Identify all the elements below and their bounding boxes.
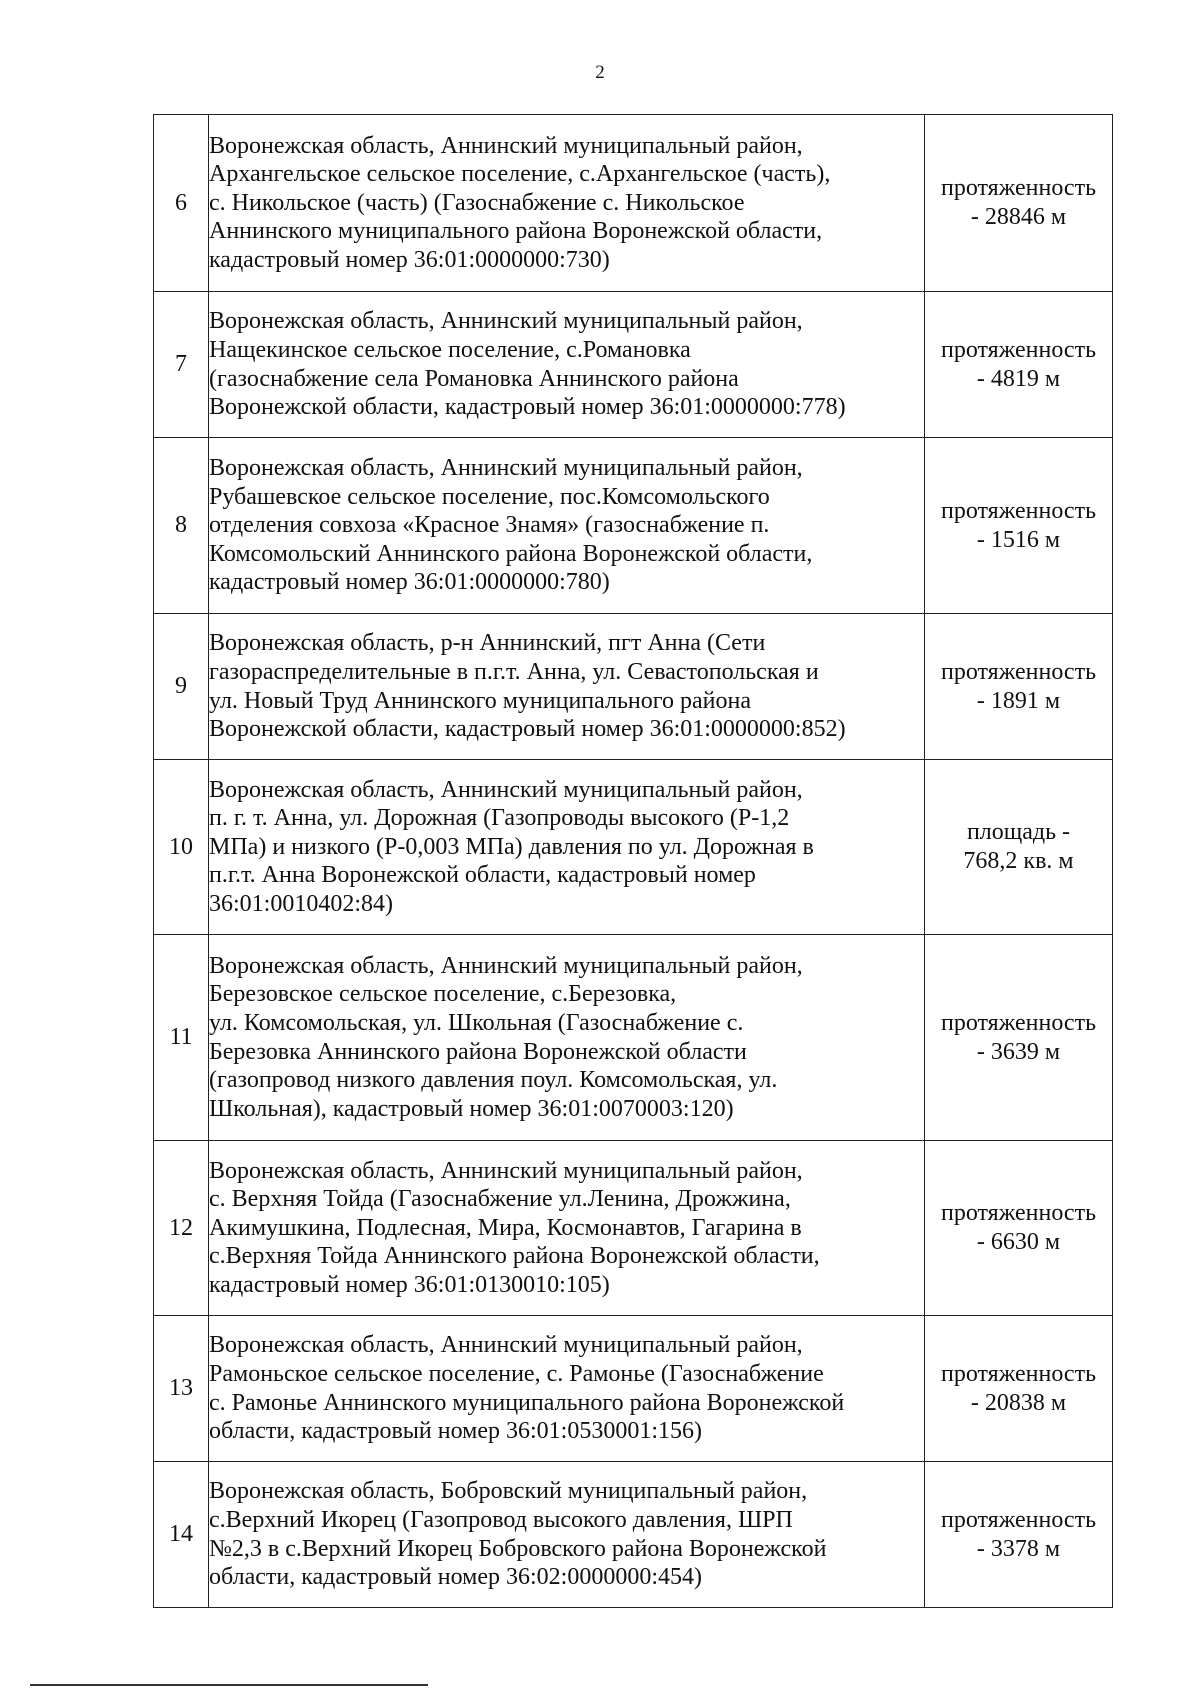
description-line: с.Верхний Икорец (Газопровод высокого давления, ШРП [209,1506,793,1533]
description-line: Школьная), кадастровый номер 36:01:0070003:120) [209,1095,734,1122]
object-measure [925,1316,1113,1462]
description-line: с. Рамонье Аннинского муниципального района Воронежской [209,1389,845,1416]
measure-value: - 20838 м [970,1389,1067,1416]
object-description [209,115,925,292]
description-line: Воронежская область, Аннинский муниципальный район, [209,1332,803,1359]
description-line: Воронежской области, кадастровый номер 36:01:0000000:778) [209,394,846,421]
description-line: Рубашевское сельское поселение, пос.Комсомольского [209,483,770,510]
measure-value: - 6630 м [976,1229,1061,1255]
table-row [154,935,1113,1141]
description-line: Воронежская область, р-н Аннинский, пгт Анна (Сети [209,630,766,657]
description-line: Воронежская область, Аннинский муниципальный район, [209,455,803,482]
description-line: области, кадастровый номер 36:01:0530001:156) [209,1418,702,1445]
object-description [209,760,925,935]
description-line: отделения совхоза «Красное Знамя» (газоснабжение п. [209,512,770,539]
table-row [154,292,1113,438]
description-line: Акимушкина, Подлесная, Мира, Космонавтов, Гагарина в [209,1214,802,1241]
row-number: 6 [154,115,209,292]
description-line: Воронежская область, Аннинский муниципальный район, [209,132,803,159]
measure-label: протяженность [940,1200,1097,1227]
row-number: 14 [154,1462,209,1608]
description-line: Комсомольский Аннинского района Воронежской области, [209,540,813,567]
object-description [209,935,925,1141]
description-line: Аннинского муниципального района Воронежской области, [209,218,823,245]
description-line: кадастровый номер 36:01:0000000:730) [209,246,610,273]
row-number: 13 [154,1316,209,1462]
description-line: с. Верхняя Тойда (Газоснабжение ул.Ленина, Дрожжина, [209,1186,791,1213]
object-measure [925,115,1113,292]
description-line: Воронежской области, кадастровый номер 36:01:0000000:852) [209,716,846,743]
table-row [154,115,1113,292]
description-line: Воронежская область, Бобровский муниципальный район, [209,1478,808,1505]
row-number: 11 [154,935,209,1141]
description-line: ул. Новый Труд Аннинского муниципального района [209,687,752,714]
bottom-divider-line [30,1684,428,1686]
object-description [209,1141,925,1316]
row-number: 12 [154,1141,209,1316]
measure-value: 768,2 кв. м [963,848,1074,874]
measure-value: - 4819 м [976,365,1061,392]
description-line: кадастровый номер 36:01:0130010:105) [209,1271,610,1298]
description-line: 36:01:0010402:84) [209,890,393,917]
description-line: Воронежская область, Аннинский муниципальный район, [209,952,803,979]
description-line: №2,3 в с.Верхний Икорец Бобровского района Воронежской [209,1535,827,1562]
description-line: (газоснабжение села Романовка Аннинского района [209,365,739,392]
objects-table-body [154,115,1113,1608]
object-measure [925,1462,1113,1608]
row-number: 10 [154,760,209,935]
object-description [209,292,925,438]
description-line: области, кадастровый номер 36:02:0000000:454) [209,1564,702,1591]
table-row [154,1462,1113,1608]
description-line: Рамоньское сельское поселение, с. Рамонье (Газоснабжение [209,1360,824,1387]
measure-label: протяженность [940,175,1097,202]
description-line: Нащекинское сельское поселение, с.Романовка [209,336,691,363]
measure-value: - 3378 м [976,1535,1061,1562]
description-line: с. Никольское (часть) (Газоснабжение с. Никольское [209,189,745,216]
table-row [154,760,1113,935]
table-row [154,614,1113,760]
table-row [154,1316,1113,1462]
measure-label: протяженность [940,1009,1097,1036]
objects-table [153,114,1113,1608]
page-number: 2 [595,62,605,83]
row-number: 9 [154,614,209,760]
measure-value: - 1516 м [976,526,1061,553]
object-description [209,1316,925,1462]
object-description [209,614,925,760]
measure-label: протяженность [940,1506,1097,1533]
object-measure [925,438,1113,614]
description-line: (газопровод низкого давления поул. Комсомольская, ул. [209,1067,778,1094]
description-line: п. г. т. Анна, ул. Дорожная (Газопроводы высокого (Р-1,2 [209,805,790,832]
description-line: Воронежская область, Аннинский муниципальный район, [209,1157,803,1184]
measure-label: протяженность [940,1360,1097,1387]
description-line: МПа) и низкого (Р-0,003 МПа) давления по ул. Дорожная в [209,833,814,860]
object-measure [925,760,1113,935]
object-measure [925,614,1113,760]
description-line: кадастровый номер 36:01:0000000:780) [209,569,610,596]
description-line: с.Верхняя Тойда Аннинского района Воронежской области, [209,1243,820,1270]
object-measure [925,292,1113,438]
measure-value: - 3639 м [976,1038,1061,1065]
object-measure [925,1141,1113,1316]
description-line: Воронежская область, Аннинский муниципальный район, [209,308,803,335]
table-row [154,438,1113,614]
description-line: Архангельское сельское поселение, с.Архангельское (часть), [209,161,831,188]
description-line: Воронежская область, Аннинский муниципальный район, [209,776,803,803]
measure-label: площадь - [966,819,1071,846]
measure-label: протяженность [940,497,1097,524]
description-line: Березовка Аннинского района Воронежской области [209,1038,747,1065]
description-line: п.г.т. Анна Воронежской области, кадастровый номер [209,862,756,889]
description-line: ул. Комсомольская, ул. Школьная (Газоснабжение с. [209,1009,744,1036]
object-description [209,1462,925,1608]
row-number: 8 [154,438,209,614]
measure-value: - 1891 м [976,687,1061,714]
object-measure [925,935,1113,1141]
measure-label: протяженность [940,336,1097,363]
measure-value: - 28846 м [970,204,1067,230]
description-line: Березовское сельское поселение, с.Березовка, [209,981,677,1008]
measure-label: протяженность [940,658,1097,685]
row-number: 7 [154,292,209,438]
table-row [154,1141,1113,1316]
description-line: газораспределительные в п.г.т. Анна, ул. Севастопольская и [209,658,819,685]
object-description [209,438,925,614]
